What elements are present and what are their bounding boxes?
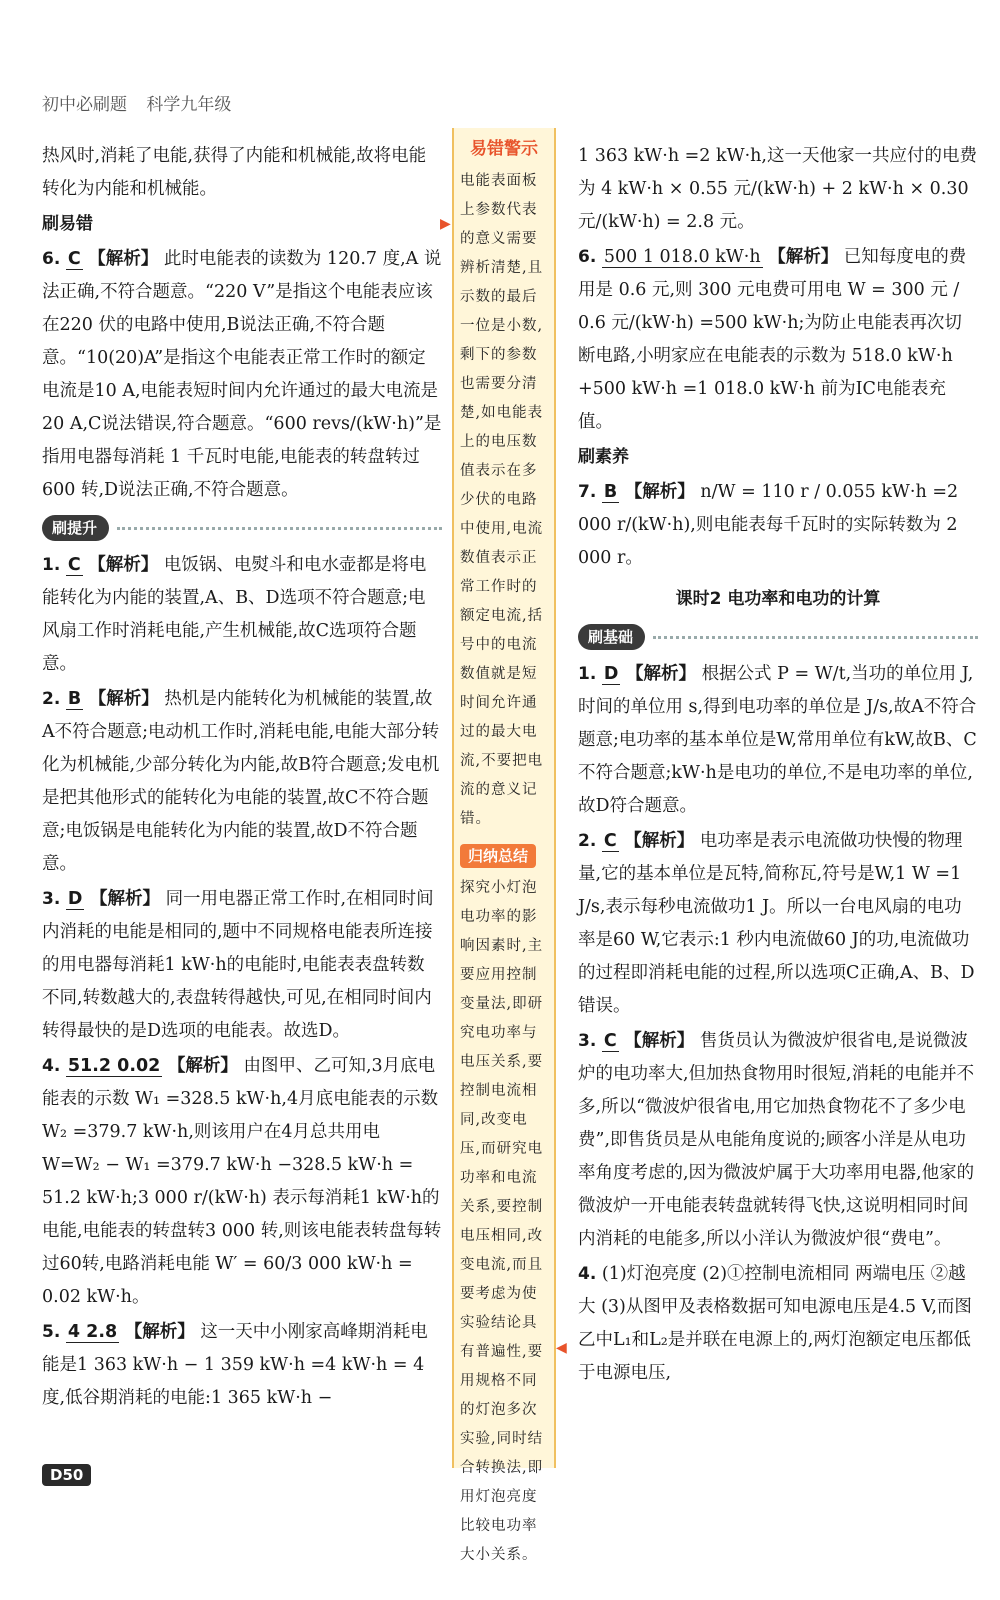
answer: D [67,889,83,909]
question-4 [578,1258,978,1390]
analysis-text: n/W = 110 r / 0.055 kW·h =2 000 r/(kW·h),则电能表每千瓦时的实际转数为 2 000 r。 [578,482,959,568]
page-number: D50 [42,1464,91,1486]
analysis-text: 由图甲、乙可知,3月底电能表的示数 W₁ =328.5 kW·h,4月底电能表的示数 W₂ =379.7 kW·h,则该用户在4月总共用电 W=W₂ − W₁ =379.7 kW·h −328.5 kW·h = 51.2 kW·h;3 000 r/(kW·h) 表示每消耗1 kW·h的电能,电能表的转盘转3 000 转,则该电能表转盘每转过60转,电路消耗电能 W′ = 60/3 000 kW·h = 0.02 kW·h。 [42,1056,442,1307]
analysis-text: 此时电能表的读数为 120.7 度,A 说法正确,不符合题意。“220 V”是指这个电能表应该在220 伏的电路中使用,B说法正确,不符合题意。“10(20)A”是指这个电能表正常工作时的额定电流是10 A,电能表短时间内允许通过的最大电流是 20 A,C说法错误,符合题意。“600 revs/(kW·h)”是指用电器每消耗 1 千瓦时电能,电能表的转盘转过600 转,D说法正确,不符合题意。 [42,249,442,500]
question-number: 1. [42,555,61,575]
question-number: 6. [578,247,597,267]
sidebar-title: 易错警示 [470,139,538,159]
sidebar-tag: 归纳总结 [460,844,536,868]
sidebar-warning-text: 电能表面板上参数代表的意义需要辨析清楚,且示数的最后一位是小数,剩下的参数也需要分清楚,如电能表上的电压数值表示在多少伏的电路中使用,电流数值表示正常工作时的额定电流,括号中的电流数值就是短时间允许通过的最大电流,不要把电流的意义记错。 [460,173,544,827]
analysis-label: 【解析】 [625,664,696,684]
banner-label: 刷提升 [42,515,109,541]
question-number: 1. [578,664,597,684]
question-number: 4. [42,1056,61,1076]
dotted-divider [653,636,978,639]
pointer-arrow-icon: ◀ [556,1340,567,1356]
book-title: 初中必刷题 [42,95,127,115]
question-1 [42,549,442,681]
answer: C [67,249,81,269]
analysis-text: 已知每度电的费用是 0.6 元,则 300 元电费可用电 W = 300 元 / 0.6 元/(kW·h) =500 kW·h;为防止电能表再次切断电路,小明家应在电能表的示数为 518.0 kW·h +500 kW·h =1 018.0 kW·h 前为IC电能表充值。 [578,247,967,432]
analysis-label: 【解析】 [624,831,695,851]
page-header [42,90,245,115]
question-number: 7. [578,482,597,502]
question-5 [42,1316,442,1415]
right-column [578,140,978,1392]
question-6 [42,243,442,507]
question-number: 2. [578,831,597,851]
analysis-label: 【解析】 [624,482,695,502]
question-4 [42,1050,442,1314]
analysis-label: 【解析】 [88,689,159,709]
dotted-divider [117,527,442,530]
banner-jichu [578,624,978,650]
question-6 [578,241,978,439]
question-2 [578,825,978,1023]
analysis-text: 根据公式 P = W/t,当功的单位用 J,时间的单位用 s,得到电功率的单位是 J/s,故A不符合题意;电功率的基本单位是W,常用单位有kW,故B、C不符合题意;kW·h是电功的单位,不是电功率的单位,故D符合题意。 [578,664,977,816]
question-2 [42,683,442,881]
analysis-text: 同一用电器正常工作时,在相同时间内消耗的电能是相同的,题中不同规格电能表所连接的用电器每消耗1 kW·h的电能时,电能表表盘转数不同,转数越大的,表盘转得越快,可见,在相同时间内转得最快的是D选项的电能表。故选D。 [42,889,434,1041]
question-3 [578,1025,978,1256]
analysis-text: 电饭锅、电熨斗和电水壶都是将电能转化为内能的装置,A、B、D选项不符合题意;电风扇工作时消耗电能,产生机械能,故C选项符合题意。 [42,555,427,674]
analysis-label: 【解析】 [624,1031,695,1051]
question-number: 3. [42,889,61,909]
analysis-label: 【解析】 [124,1322,195,1342]
section-title-yicuo: 刷易错 [42,214,93,234]
analysis-label: 【解析】 [167,1056,238,1076]
question-number: 4. [578,1264,597,1284]
pointer-arrow-icon: ▶ [440,216,451,232]
banner-tisheng [42,515,442,541]
answer-text: (1)灯泡亮度 (2)①控制电流相同 两端电压 ②越大 (3)从图甲及表格数据可知电源电压是4.5 V,而图乙中L₁和L₂是并联在电源上的,两灯泡额定电压都低于电源电压, [578,1264,972,1383]
analysis-label: 【解析】 [768,247,839,267]
intro-text: 热风时,消耗了电能,获得了内能和机械能,故将电能转化为内能和机械能。 [42,146,427,199]
question-number: 5. [42,1322,61,1342]
answer: C [603,831,617,851]
banner-label: 刷基础 [578,624,645,650]
answer: D [603,664,619,684]
answer: B [67,689,82,709]
analysis-text: 这一天中小刚家高峰期消耗电能是1 363 kW·h − 1 359 kW·h =4 kW·h = 4度,低谷期消耗的电能:1 365 kW·h − [42,1322,428,1408]
analysis-text: 电功率是表示电流做功快慢的物理量,它的基本单位是瓦特,简称瓦,符号是W,1 W =1 J/s,表示每秒电流做功1 J。所以一台电风扇的电功率是60 W,它表示:1 秒内电流做60 J的功,电流做功的过程即消耗电能的过程,所以选项C正确,A、B、D错误。 [578,831,975,1016]
question-1 [578,658,978,823]
sidebar-summary-text: 探究小灯泡电功率的影响因素时,主要应用控制变量法,即研究电功率与电压关系,要控制电流相同,改变电压,而研究电功率和电流关系,要控制电压相同,改变电流,而且要考虑为使实验结论具有普遍性,要用规格不同的灯泡多次实验,同时结合转换法,即用灯泡亮度比较电功率大小关系。 [460,880,544,1563]
analysis-label: 【解析】 [88,555,159,575]
answer: C [67,555,81,575]
answer: 4 2.8 [67,1322,118,1342]
subject-title: 科学九年级 [146,95,232,115]
sidebar-notes [452,128,556,1563]
question-number: 2. [42,689,61,709]
answer: 51.2 0.02 [67,1056,161,1076]
answer: 500 1 018.0 kW·h [603,247,761,267]
question-3 [42,883,442,1048]
analysis-label: 【解析】 [89,889,160,909]
answer: B [603,482,618,502]
analysis-text: 售货员认为微波炉很省电,是说微波炉的电功率大,但加热食物用时很短,消耗的电能并不多,所以“微波炉很省电,用它加热食物花不了多少电费”,即售货员是从电能角度说的;顾客小洋是从电功率角度考虑的,因为微波炉属于大功率用电器,他家的微波炉一开电能表转盘就转得飞快,这说明相同时间内消耗的电能多,所以小洋认为微波炉很“费电”。 [578,1031,975,1249]
section-title-suyang: 刷素养 [578,447,629,467]
lesson-title: 课时2 电功率和电功的计算 [675,589,881,609]
continued-text: 1 363 kW·h =2 kW·h,这一天他家一共应付的电费为 4 kW·h × 0.55 元/(kW·h) + 2 kW·h × 0.30 元/(kW·h) = 2.8 元。 [578,146,977,232]
analysis-label: 【解析】 [88,249,159,269]
question-7 [578,476,978,575]
question-number: 3. [578,1031,597,1051]
question-number: 6. [42,249,61,269]
analysis-text: 热机是内能转化为机械能的装置,故A不符合题意;电动机工作时,消耗电能,电能大部分转化为机械能,少部分转化为内能,故B符合题意;发电机是把其他形式的能转化为电能的装置,故C不符合题意;电饭锅是电能转化为内能的装置,故D不符合题意。 [42,689,440,874]
left-column [42,140,442,1417]
answer: C [603,1031,617,1051]
